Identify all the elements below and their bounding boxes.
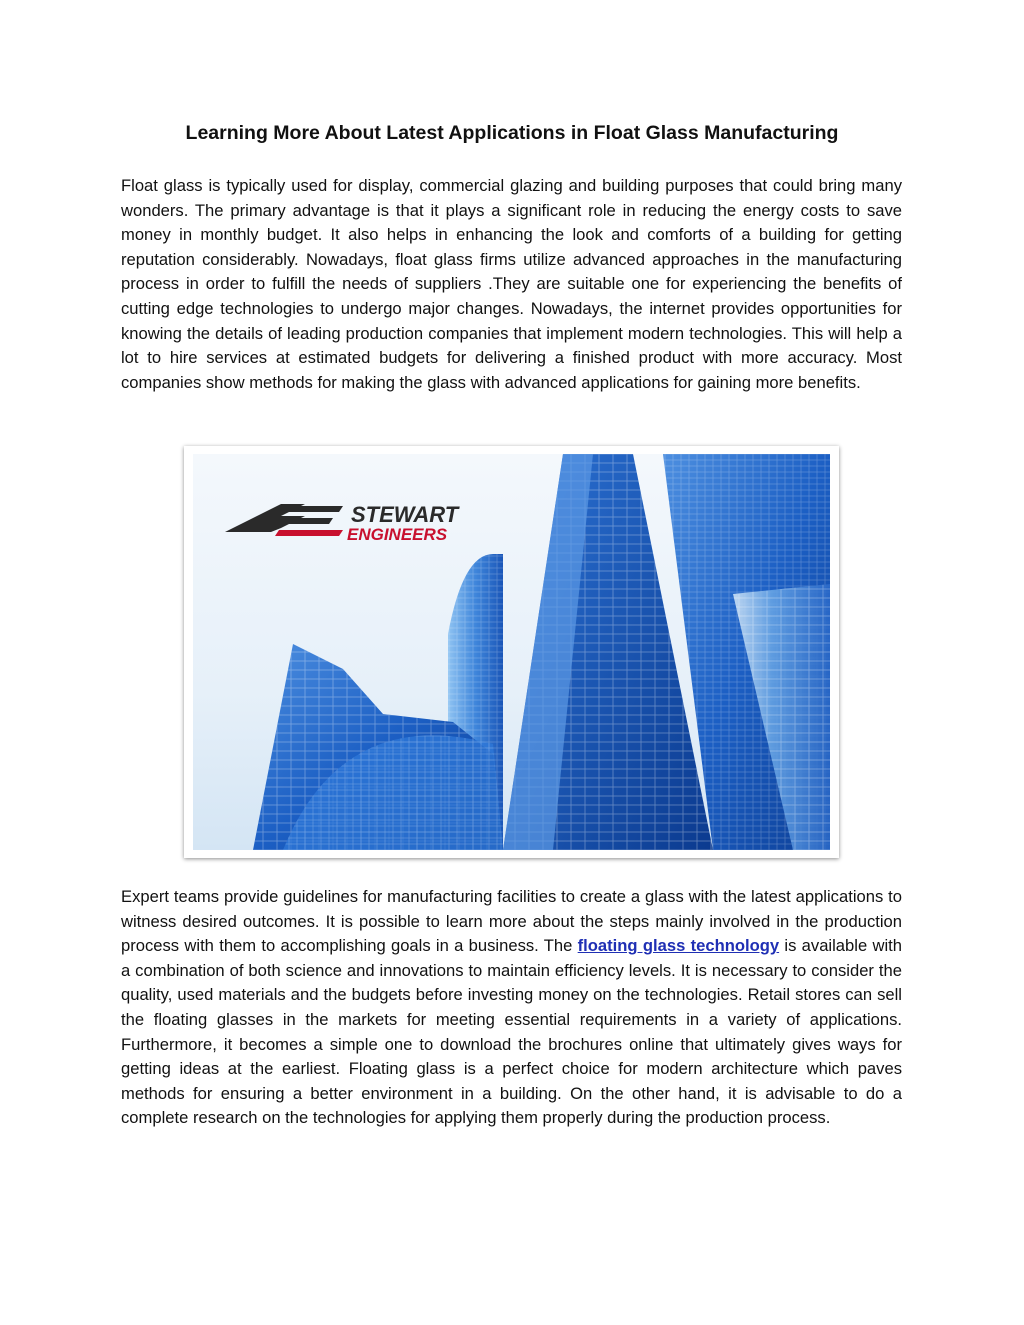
logo-text-stewart: STEWART bbox=[351, 502, 459, 527]
paragraph-text-before-link: Expert teams provide guidelines for manufacturing facilities to create a glass with the latest applications to witness desired outcomes. It is possible to learn more about the steps mainly involved in the production process with them to accomplishing goals in a business. The bbox=[121, 887, 902, 956]
page-title: Learning More About Latest Applications in Float Glass Manufacturing bbox=[185, 122, 839, 144]
logo-text-engineers: ENGINEERS bbox=[347, 525, 448, 544]
floating-glass-technology-link[interactable]: floating glass technology bbox=[577, 936, 780, 956]
glass-skyscrapers-illustration bbox=[193, 454, 830, 850]
buildings-image bbox=[184, 446, 839, 858]
paragraph-text-after-link: is available with a combination of both science and innovations to maintain efficiency levels. It is necessary to consider the quality, used materials and the budgets before investing money on the technologies. Retail stores can sell the floating glasses in the markets for meeting essential requirements in a variety of applications. Furthermore, it becomes a simple one to download the brochures online that ultimately gives ways for getting ideas at the earliest. Floating glass is a perfect choice for modern architecture which paves methods for ensuring a better environment in a building. On the other hand, it is advisable to do a complete research on the technologies for applying them properly during the production process. bbox=[121, 936, 902, 1128]
intro-paragraph: Float glass is typically used for display, commercial glazing and building purposes that could bring many wonders. The primary advantage is that it plays a significant role in reducing the energy costs to save money in monthly budget. It also helps in enhancing the look and comforts of a building for getting reputation considerably. Nowadays, float glass firms utilize advanced approaches in the manufacturing process in order to fulfill the needs of suppliers .They are suitable one for experiencing the benefits of cutting edge technologies to undergo major changes. Nowadays, the internet provides opportunities for knowing the details of leading production companies that implement modern technologies. This will help a lot to hire services at estimated budgets for delivering a finished product with more accuracy. Most companies show methods for making the glass with advanced applications for gaining more benefits. bbox=[121, 176, 902, 392]
body-paragraph bbox=[121, 885, 902, 1131]
